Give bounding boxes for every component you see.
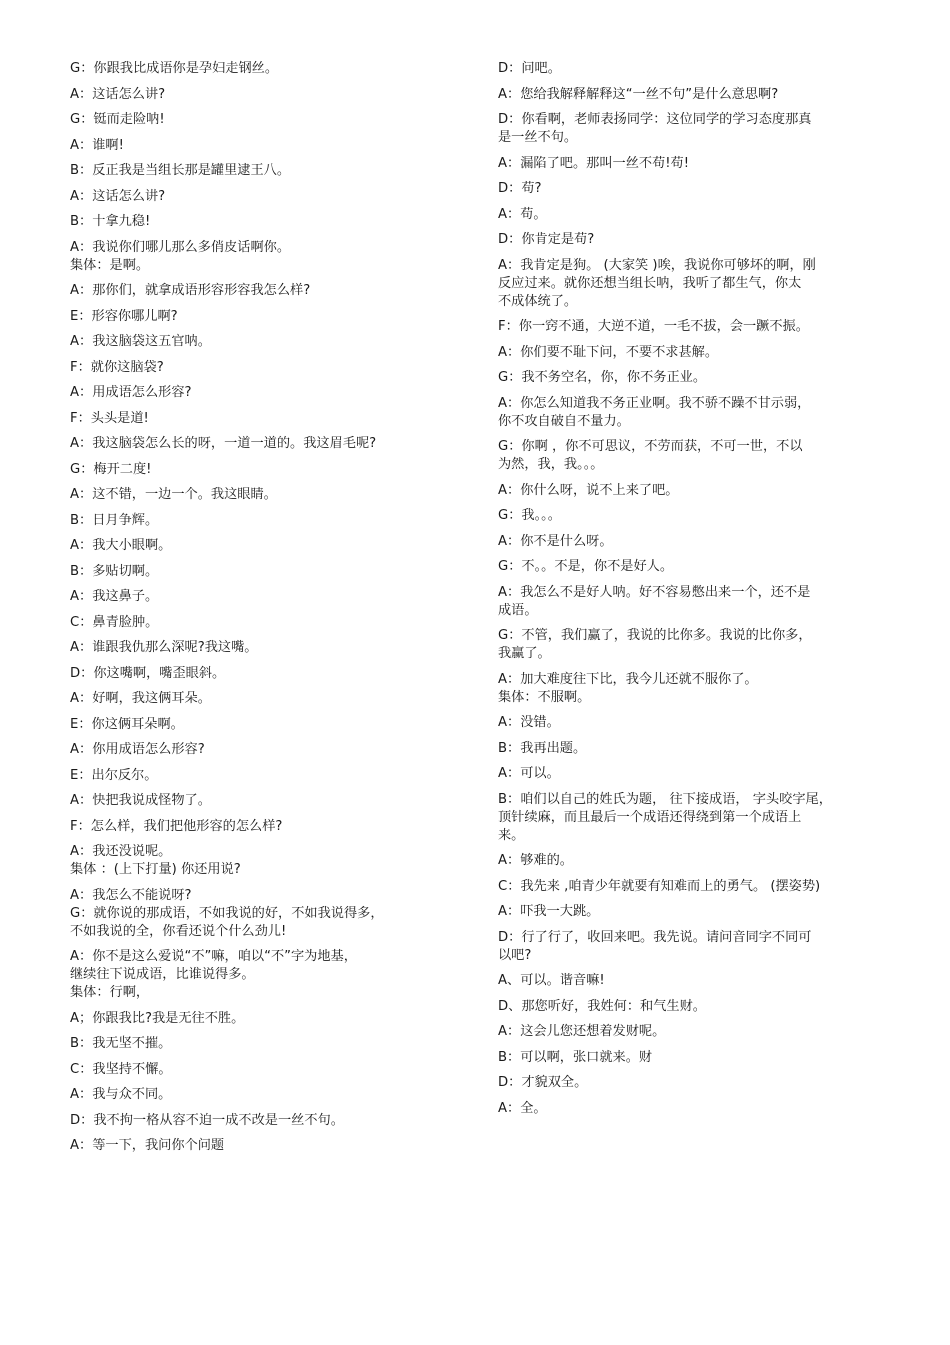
dialogue-line: B：反正我是当组长那是罐里逮王八。	[70, 163, 291, 178]
dialogue-line: 是一丝不句。	[498, 130, 578, 145]
dialogue-line: 你不攻自破自不量力。	[498, 413, 630, 429]
dialogue-line: A：等一下，我问你个问题	[70, 1138, 225, 1153]
dialogue-line: A：我怎么不是好人呐。好不容易憋出来一个，还不是	[498, 584, 811, 600]
dialogue-line: A：我与众不同。	[70, 1087, 172, 1102]
dialogue-line: A：漏陷了吧。那叫一丝不苟!苟!	[498, 155, 690, 171]
dialogue-line: A：没错。	[498, 715, 560, 730]
dialogue-line: D：才貌双全。	[498, 1075, 588, 1090]
dialogue-line: G：你跟我比成语你是孕妇走钢丝。	[70, 61, 279, 76]
dialogue-line: A：吓我一大跳。	[498, 904, 600, 919]
dialogue-line: A：快把我说成怪物了。	[70, 793, 211, 808]
dialogue-line: A：这会儿您还想着发财呢。	[498, 1024, 666, 1039]
dialogue-line: 继续往下说成语，比谁说得多。	[70, 967, 255, 982]
dialogue-line: A：好啊，我这俩耳朵。	[70, 691, 211, 706]
dialogue-line: A：我还没说呢。	[70, 844, 172, 859]
dialogue-line: A：你不是这么爱说“不”嘛，咱以“不”字为地基，	[70, 949, 357, 964]
dialogue-line: A：您给我解释解释这“一丝不句”是什么意思啊?	[498, 86, 779, 102]
dialogue-line: A：我说你们哪儿那么多俏皮话啊你。	[70, 239, 291, 255]
dialogue-line: B：我无坚不摧。	[70, 1036, 172, 1051]
dialogue-line: 成语。	[498, 602, 538, 618]
dialogue-line: A：我这鼻子。	[70, 589, 159, 604]
dialogue-line: 来。	[498, 827, 525, 843]
dialogue-line: D、那您听好，我姓何：和气生财。	[498, 998, 706, 1014]
dialogue-line: D：你看啊，老师表扬同学：这位同学的学习态度那真	[498, 112, 812, 127]
dialogue-line: G：你啊 ，你不可思议，不劳而获，不可一世，不以	[498, 439, 803, 454]
dialogue-line: D：你肯定是苟?	[498, 232, 595, 247]
dialogue-line: A：全。	[498, 1100, 547, 1116]
dialogue-line: A：你什么呀，说不上来了吧。	[498, 482, 679, 498]
dialogue-line: A：这话怎么讲?	[70, 86, 166, 102]
dialogue-line: D：苟?	[498, 181, 542, 196]
dialogue-line: A：你不是什么呀。	[498, 533, 613, 549]
dialogue-line: B：咱们以自己的姓氏为题， 往下接成语， 字头咬字尾，	[498, 791, 832, 807]
dialogue-line: D：你这嘴啊，嘴歪眼斜。	[70, 665, 226, 681]
dialogue-line: 集体：是啊。	[70, 257, 150, 273]
dialogue-line: 不成体统了。	[498, 293, 578, 309]
dialogue-line: 以吧?	[498, 947, 532, 963]
dialogue-line: A：那你们，就拿成语形容形容我怎么样?	[70, 283, 311, 298]
dialogue-line: G：就你说的那成语，不如我说的好，不如我说得多，	[70, 905, 384, 921]
dialogue-line: A；你跟我比?我是无往不胜。	[70, 1010, 245, 1026]
dialogue-line: G：我。。。	[498, 508, 561, 523]
dialogue-line: B：多贴切啊。	[70, 563, 159, 579]
dialogue-line: A：我怎么不能说呀?	[70, 887, 192, 903]
dialogue-line: E：出尔反尔。	[70, 767, 158, 783]
dialogue-line: A：我这脑袋这五官呐。	[70, 334, 211, 349]
dialogue-line: A：苟。	[498, 206, 547, 222]
dialogue-line: 顶针续麻，而且最后一个成语还得绕到第一个成语上	[498, 809, 802, 825]
dialogue-line: 不如我说的全，你看还说个什么劲儿!	[70, 923, 287, 939]
dialogue-line: A、可以。谐音嘛!	[498, 973, 605, 988]
dialogue-line: G：梅开二度!	[70, 461, 152, 477]
dialogue-line: A：你们要不耻下问，不要不求甚解。	[498, 344, 719, 360]
dialogue-line: B：十拿九稳!	[70, 214, 151, 229]
left-column	[70, 60, 430, 1155]
dialogue-line: A：谁跟我仇那么深呢?我这嘴。	[70, 640, 258, 655]
dialogue-line: G：我不务空名，你，你不务正业。	[498, 370, 707, 385]
dialogue-line: 集体 ：(上下打量) 你还用说?	[70, 862, 241, 877]
right-column	[498, 60, 888, 1118]
dialogue-line: F：你一窍不通，大逆不道，一毛不拔，会一蹶不振。	[498, 319, 809, 334]
dialogue-line: 集体：行啊，	[70, 985, 150, 1000]
dialogue-line: A：用成语怎么形容?	[70, 385, 192, 400]
dialogue-line: G：不管，我们赢了，我说的比你多。我说的比你多，	[498, 628, 812, 643]
dialogue-line: A：我肯定是狗。 (大家笑 )唉，我说你可够坏的啊，刚	[498, 257, 816, 273]
dialogue-line: A：我这脑袋怎么长的呀，一道一道的。我这眉毛呢?	[70, 436, 377, 451]
dialogue-line: C：我坚持不懈。	[70, 1061, 172, 1077]
dialogue-line: C：鼻青脸肿。	[70, 614, 159, 630]
dialogue-line: A：这话怎么讲?	[70, 188, 166, 204]
dialogue-line: 为然，我，我。。。	[498, 457, 604, 472]
dialogue-line: 我赢了。	[498, 646, 551, 661]
dialogue-line: C：我先来 ,咱青少年就要有知难而上的勇气。 (摆姿势)	[498, 878, 821, 894]
dialogue-line: B：日月争辉。	[70, 512, 159, 528]
dialogue-line: D：我不拘一格从容不迫一成不改是一丝不句。	[70, 1112, 344, 1128]
dialogue-line: B：我再出题。	[498, 740, 587, 756]
dialogue-line: A：我大小眼啊。	[70, 538, 172, 553]
dialogue-line: A：你用成语怎么形容?	[70, 742, 205, 757]
dialogue-line: D：行了行了，收回来吧。我先说。请问音同字不同可	[498, 929, 812, 945]
dialogue-line: A：谁啊!	[70, 137, 124, 153]
dialogue-line: 集体：不服啊。	[498, 689, 591, 705]
dialogue-line: D：问吧。	[498, 61, 561, 76]
dialogue-line: A：够难的。	[498, 853, 573, 868]
dialogue-line: 反应过来。就你还想当组长呐，我听了都生气，你太	[498, 275, 802, 291]
dialogue-line: G：不。。不是，你不是好人。	[498, 559, 674, 574]
dialogue-line: E：你这俩耳朵啊。	[70, 716, 184, 732]
dialogue-line: E：形容你哪儿啊?	[70, 308, 178, 324]
dialogue-line: F：怎么样，我们把他形容的怎么样?	[70, 818, 283, 834]
dialogue-line: A：这不错，一边一个。我这眼睛。	[70, 487, 277, 502]
dialogue-line: A：你怎么知道我不务正业啊。我不骄不躁不甘示弱，	[498, 395, 811, 411]
dialogue-line: F：就你这脑袋?	[70, 359, 164, 375]
dialogue-line: A：加大难度往下比，我今儿还就不服你了。	[498, 671, 758, 687]
dialogue-line: B：可以啊，张口就来。财	[498, 1049, 653, 1065]
dialogue-line: G：铤而走险呐!	[70, 112, 165, 127]
dialogue-line: F：头头是道!	[70, 410, 149, 426]
dialogue-line: A：可以。	[498, 766, 560, 781]
